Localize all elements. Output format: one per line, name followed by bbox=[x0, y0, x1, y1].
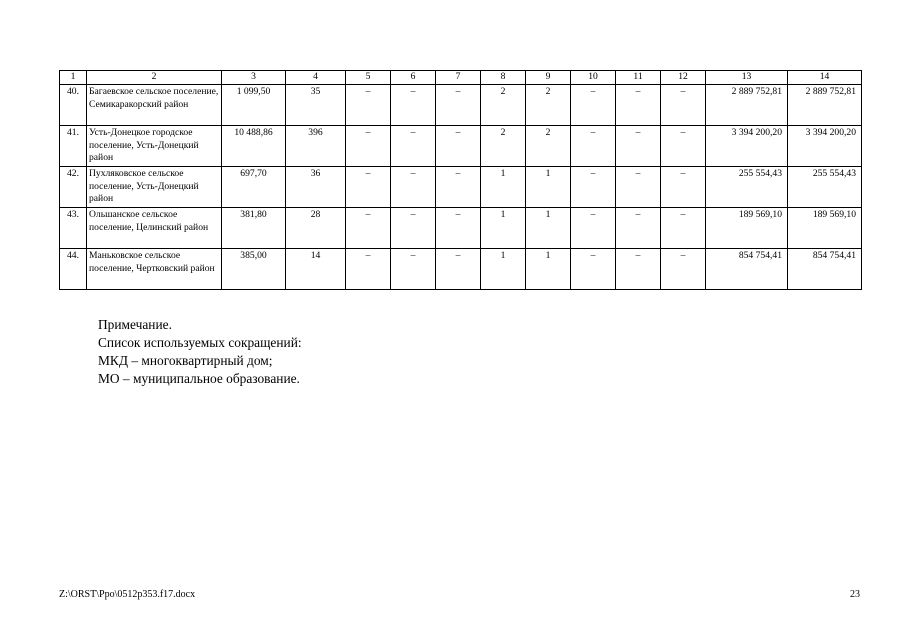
table-row bbox=[60, 249, 862, 290]
page-number: 23 bbox=[850, 589, 860, 600]
table-cell: 1 bbox=[481, 167, 526, 208]
table-cell: – bbox=[391, 85, 436, 126]
municipality-cell: Пухляковское сельское поселение, Усть-Донецкий район bbox=[87, 167, 222, 208]
table-cell: – bbox=[391, 208, 436, 249]
table-cell: 28 bbox=[286, 208, 346, 249]
municipality-cell: Ольшанское сельское поселение, Целинский район bbox=[87, 208, 222, 249]
table-cell: – bbox=[616, 249, 661, 290]
table-cell: – bbox=[436, 167, 481, 208]
table-cell: – bbox=[436, 85, 481, 126]
table-cell: 10 488,86 bbox=[222, 126, 286, 167]
table-cell: 697,70 bbox=[222, 167, 286, 208]
column-number-header: 12 bbox=[661, 71, 706, 85]
table-header-row bbox=[60, 71, 862, 85]
table-cell: – bbox=[616, 126, 661, 167]
table-cell: 3 394 200,20 bbox=[788, 126, 862, 167]
table-cell: 2 889 752,81 bbox=[706, 85, 788, 126]
table-cell: – bbox=[391, 167, 436, 208]
column-number-header: 3 bbox=[222, 71, 286, 85]
table-row bbox=[60, 208, 862, 249]
table-cell: 1 bbox=[526, 167, 571, 208]
column-number-header: 7 bbox=[436, 71, 481, 85]
table-cell: – bbox=[661, 249, 706, 290]
table-cell: – bbox=[661, 167, 706, 208]
table-cell: 854 754,41 bbox=[706, 249, 788, 290]
table-cell: – bbox=[391, 126, 436, 167]
table-cell: – bbox=[346, 85, 391, 126]
municipality-cell: Усть-Донецкое городское поселение, Усть-Донецкий район bbox=[87, 126, 222, 167]
table-cell: – bbox=[571, 167, 616, 208]
table-cell: – bbox=[436, 249, 481, 290]
row-number-cell: 44. bbox=[60, 249, 87, 290]
table-row bbox=[60, 126, 862, 167]
table-cell: 255 554,43 bbox=[706, 167, 788, 208]
table-row bbox=[60, 167, 862, 208]
municipality-cell: Багаевское сельское поселение, Семикаракорский район bbox=[87, 85, 222, 126]
table-cell: 255 554,43 bbox=[788, 167, 862, 208]
table-cell: 1 bbox=[526, 249, 571, 290]
column-number-header: 4 bbox=[286, 71, 346, 85]
table-cell: – bbox=[571, 126, 616, 167]
table-cell: – bbox=[346, 167, 391, 208]
table-cell: 854 754,41 bbox=[788, 249, 862, 290]
table-cell: – bbox=[661, 126, 706, 167]
table-cell: – bbox=[571, 208, 616, 249]
table-cell: 2 bbox=[526, 126, 571, 167]
table-cell: 14 bbox=[286, 249, 346, 290]
table-cell: 385,00 bbox=[222, 249, 286, 290]
table-cell: – bbox=[346, 126, 391, 167]
data-table bbox=[59, 70, 862, 290]
table-cell: – bbox=[436, 126, 481, 167]
table-cell: 1 bbox=[481, 208, 526, 249]
column-number-header: 2 bbox=[87, 71, 222, 85]
table-cell: – bbox=[391, 249, 436, 290]
column-number-header: 14 bbox=[788, 71, 862, 85]
table-cell: – bbox=[616, 85, 661, 126]
column-number-header: 6 bbox=[391, 71, 436, 85]
note-title: Примечание. bbox=[98, 317, 172, 332]
column-number-header: 11 bbox=[616, 71, 661, 85]
row-number-cell: 43. bbox=[60, 208, 87, 249]
table-cell: 36 bbox=[286, 167, 346, 208]
table-cell: 35 bbox=[286, 85, 346, 126]
column-number-header: 13 bbox=[706, 71, 788, 85]
table-cell: 189 569,10 bbox=[788, 208, 862, 249]
table-cell: – bbox=[436, 208, 481, 249]
row-number-cell: 40. bbox=[60, 85, 87, 126]
table-cell: – bbox=[661, 208, 706, 249]
table-cell: 1 099,50 bbox=[222, 85, 286, 126]
municipality-cell: Маньковское сельское поселение, Чертковский район bbox=[87, 249, 222, 290]
table-cell: 381,80 bbox=[222, 208, 286, 249]
column-number-header: 10 bbox=[571, 71, 616, 85]
table-cell: 189 569,10 bbox=[706, 208, 788, 249]
note-block bbox=[98, 316, 302, 388]
table-cell: 3 394 200,20 bbox=[706, 126, 788, 167]
column-number-header: 9 bbox=[526, 71, 571, 85]
table-cell: 396 bbox=[286, 126, 346, 167]
table-cell: 1 bbox=[481, 249, 526, 290]
table-cell: 1 bbox=[526, 208, 571, 249]
note-line: МКД – многоквартирный дом; bbox=[98, 353, 273, 368]
note-line: Список используемых сокращений: bbox=[98, 335, 302, 350]
table-cell: 2 bbox=[481, 126, 526, 167]
column-number-header: 5 bbox=[346, 71, 391, 85]
footer-file-path: Z:\ORST\Ppo\0512p353.f17.docx bbox=[59, 589, 196, 600]
column-number-header: 1 bbox=[60, 71, 87, 85]
table-cell: – bbox=[346, 208, 391, 249]
row-number-cell: 42. bbox=[60, 167, 87, 208]
table-cell: – bbox=[661, 85, 706, 126]
table-cell: 2 889 752,81 bbox=[788, 85, 862, 126]
row-number-cell: 41. bbox=[60, 126, 87, 167]
table-cell: – bbox=[616, 167, 661, 208]
table-cell: – bbox=[571, 85, 616, 126]
table-cell: – bbox=[346, 249, 391, 290]
note-line: МО – муниципальное образование. bbox=[98, 371, 300, 386]
table-cell: 2 bbox=[481, 85, 526, 126]
column-number-header: 8 bbox=[481, 71, 526, 85]
table-cell: – bbox=[571, 249, 616, 290]
table-cell: – bbox=[616, 208, 661, 249]
table-row bbox=[60, 85, 862, 126]
table-cell: 2 bbox=[526, 85, 571, 126]
